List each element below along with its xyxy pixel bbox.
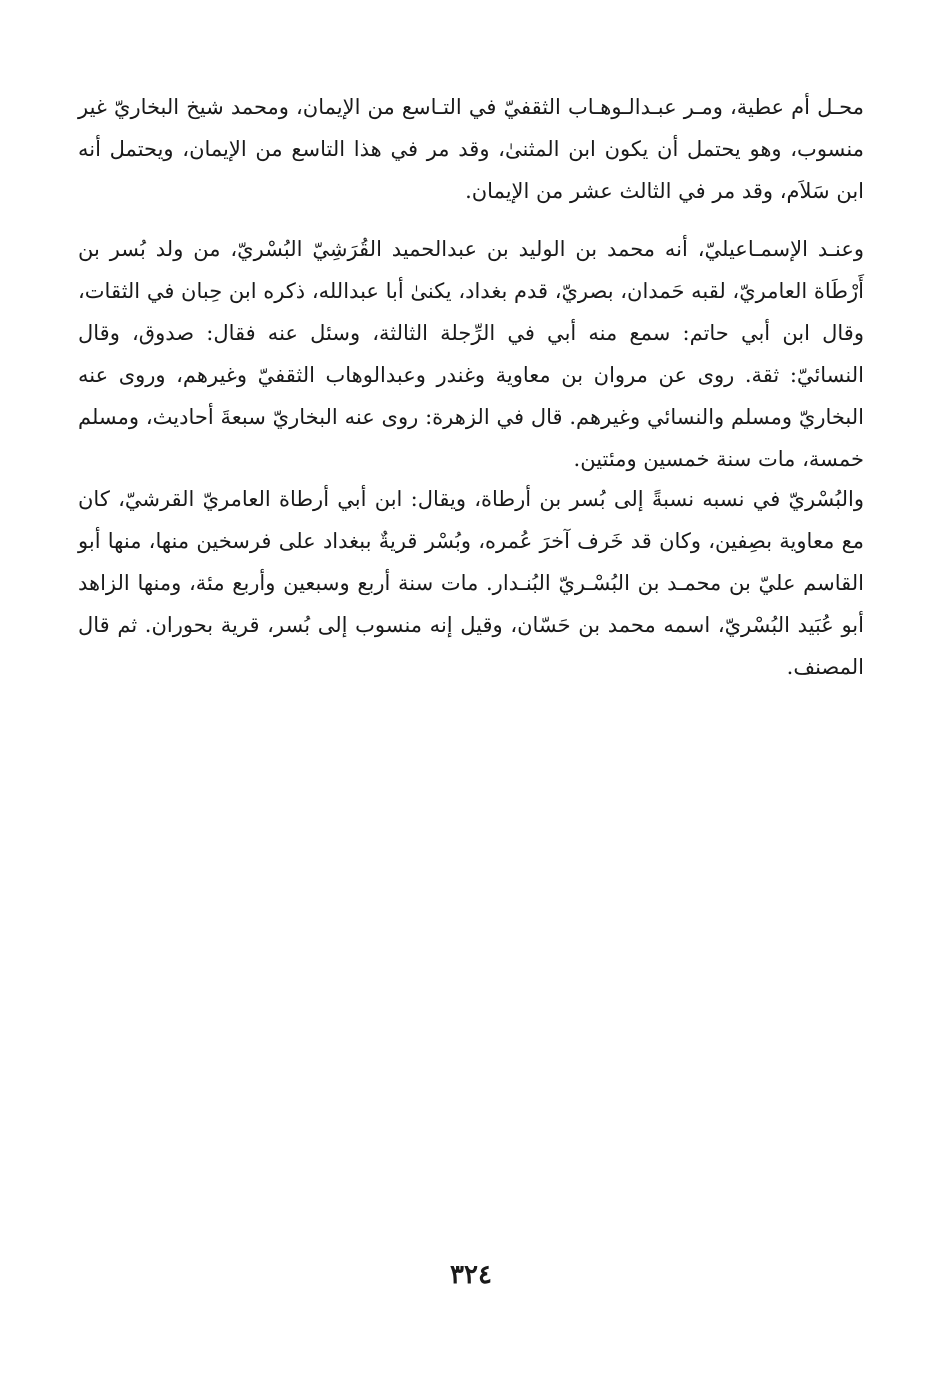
paragraph-2: وعنـد الإسمـاعيليّ، أنه محمد بن الوليد بن عبدالحميد القُرَشِيّ البُسْريّ، من ولد بُسر بن أَرْطَاة العامريّ، لقبه حَمدان، بصريّ، قدم بغداد، يكنىٰ أبا عبدالله، ذكره ابن حِبان في الثقات، وقال ابن أبي حاتم: سمع منه أبي في الرِّجلة الثالثة، وسئل عنه فقال: صدوق، وقال النسائيّ: ثقة. روى عن مروان بن معاوية وغندر وعبدالوهاب الثقفيّ وغيرهم، وروى عنه البخاريّ ومسلم والنسائي وغيرهم. قال في الزهرة: روى عنه البخاريّ سبعةَ أحاديث، ومسلم خمسة، مات سنة خمسين ومئتين.: [78, 237, 864, 471]
paragraph-1: محـل أم عطية، ومـر عبـدالـوهـاب الثقفيّ في التـاسع من الإيمان، ومحمد شيخ البخاريّ غير منسوب، وهو يحتمل أن يكون ابن المثنىٰ، وقد مر في هذا التاسع من الإيمان، ويحتمل أنه ابن سَلاَم، وقد مر في الثالث عشر من الإيمان.: [78, 95, 864, 203]
page-number: ٣٢٤: [450, 1260, 492, 1290]
paragraph-3: والبُسْريّ في نسبه نسبةً إلى بُسر بن أرطاة، ويقال: ابن أبي أرطاة العامريّ القرشيّ، كان مع معاوية بصِفين، وكان قد خَرف آخرَ عُمره، وبُسْر قريةٌ ببغداد على فرسخين منها، منها أبو القاسم عليّ بن محمـد بن البُسْـريّ البُنـدار. مات سنة أربع وسبعين وأربع مئة، ومنها الزاهد أبو عُبَيد البُسْريّ، اسمه محمد بن حَسّان، وقيل إنه منسوب إلى بُسر، قرية بحوران. ثم قال المصنف.: [78, 487, 864, 679]
